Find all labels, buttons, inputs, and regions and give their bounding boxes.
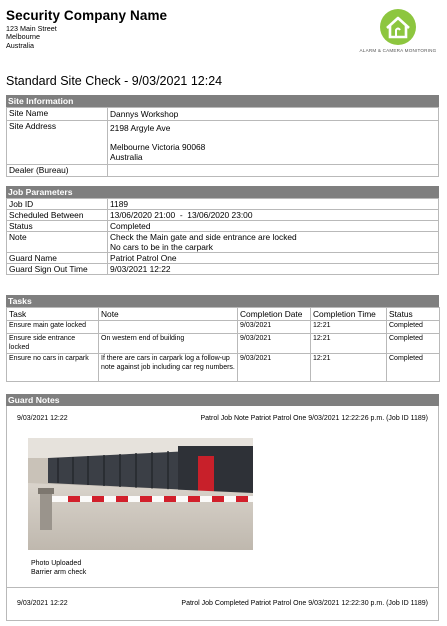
status-cell: Completed xyxy=(387,321,440,334)
field-label: Scheduled Between xyxy=(7,210,108,221)
status-cell: Completed xyxy=(387,334,440,354)
field-label: Note xyxy=(7,232,108,253)
note-cell: If there are cars in carpark log a follow-up note against job including car reg numbers. xyxy=(99,354,238,382)
date-cell: 9/03/2021 xyxy=(238,354,311,382)
note-description: Patrol Job Note Patriot Patrol One 9/03/2021 12:22:26 p.m. (Job ID 1189) xyxy=(200,415,428,422)
job-id-value: 1189 xyxy=(108,199,439,210)
task-cell: Ensure side entrance locked xyxy=(7,334,99,354)
site-name-value: Dannys Workshop xyxy=(108,108,439,121)
sign-out-value: 9/03/2021 12:22 xyxy=(108,264,439,275)
section-heading: Site Information xyxy=(6,95,439,107)
time-cell: 12:21 xyxy=(311,321,387,334)
guard-notes-box xyxy=(6,406,439,621)
column-header: Note xyxy=(99,308,238,321)
section-heading: Job Parameters xyxy=(6,186,439,198)
note-cell: On western end of building xyxy=(99,334,238,354)
note-line: No cars to be in the carpark xyxy=(110,242,213,252)
job-params-table xyxy=(6,198,439,275)
site-info-table xyxy=(6,107,439,177)
field-label: Site Name xyxy=(7,108,108,121)
address-line: Australia xyxy=(6,40,34,50)
table-row xyxy=(7,334,440,354)
note-value xyxy=(108,232,439,253)
uploaded-photo[interactable] xyxy=(28,438,253,550)
column-header: Completion Date xyxy=(238,308,311,321)
site-information-section xyxy=(6,95,439,177)
field-label: Dealer (Bureau) xyxy=(7,165,108,177)
field-label: Site Address xyxy=(7,121,108,165)
field-label: Job ID xyxy=(7,199,108,210)
table-row xyxy=(7,321,440,334)
guard-notes-section xyxy=(6,394,439,621)
tasks-section xyxy=(6,295,439,382)
address-line: Melbourne xyxy=(6,32,40,42)
company-logo xyxy=(358,8,438,60)
column-header: Status xyxy=(387,308,440,321)
caption-line: Photo Uploaded xyxy=(31,560,82,567)
address-line: Australia xyxy=(110,152,143,162)
address-line: 2198 Argyle Ave xyxy=(110,123,171,133)
dealer-value xyxy=(108,165,439,177)
time-cell: 12:21 xyxy=(311,334,387,354)
company-name: Security Company Name xyxy=(6,8,168,23)
scheduled-value: 13/06/2020 21:00 - 13/06/2020 23:00 xyxy=(108,210,439,221)
photo-caption xyxy=(31,560,86,577)
table-row xyxy=(7,354,440,382)
field-label: Status xyxy=(7,221,108,232)
date-cell: 9/03/2021 xyxy=(238,321,311,334)
field-label: Guard Sign Out Time xyxy=(7,264,108,275)
note-time: 9/03/2021 12:22 xyxy=(17,415,68,422)
note-description: Patrol Job Completed Patriot Patrol One 9/03/2021 12:22:30 p.m. (Job ID 1189) xyxy=(181,600,428,607)
house-logo-icon xyxy=(379,8,417,46)
tasks-table xyxy=(6,307,440,382)
note-time: 9/03/2021 12:22 xyxy=(17,600,68,607)
column-header: Task xyxy=(7,308,99,321)
section-heading: Guard Notes xyxy=(6,394,439,406)
report-header xyxy=(6,8,442,72)
task-cell: Ensure no cars in carpark xyxy=(7,354,99,382)
date-cell: 9/03/2021 xyxy=(238,334,311,354)
site-address-value xyxy=(108,121,439,165)
barrier-photo-image xyxy=(28,438,253,550)
status-value: Completed xyxy=(108,221,439,232)
address-line: 123 Main Street xyxy=(6,24,57,33)
guard-name-value: Patriot Patrol One xyxy=(108,253,439,264)
note-divider xyxy=(7,587,438,588)
report-title: Standard Site Check - 9/03/2021 12:24 xyxy=(6,74,223,88)
caption-line: Barrier arm check xyxy=(31,568,87,576)
address-line: Melbourne Victoria 90068 xyxy=(110,142,206,152)
logo-text: ALARM & CAMERA MONITORING xyxy=(359,48,437,53)
section-heading: Tasks xyxy=(6,295,439,307)
job-parameters-section xyxy=(6,186,439,275)
column-header: Completion Time xyxy=(311,308,387,321)
tasks-header-row xyxy=(7,308,440,321)
status-cell: Completed xyxy=(387,354,440,382)
note-cell xyxy=(99,321,238,334)
task-cell: Ensure main gate locked xyxy=(7,321,99,334)
field-label: Guard Name xyxy=(7,253,108,264)
note-line: Check the Main gate and side entrance are locked xyxy=(110,232,297,242)
time-cell: 12:21 xyxy=(311,354,387,382)
